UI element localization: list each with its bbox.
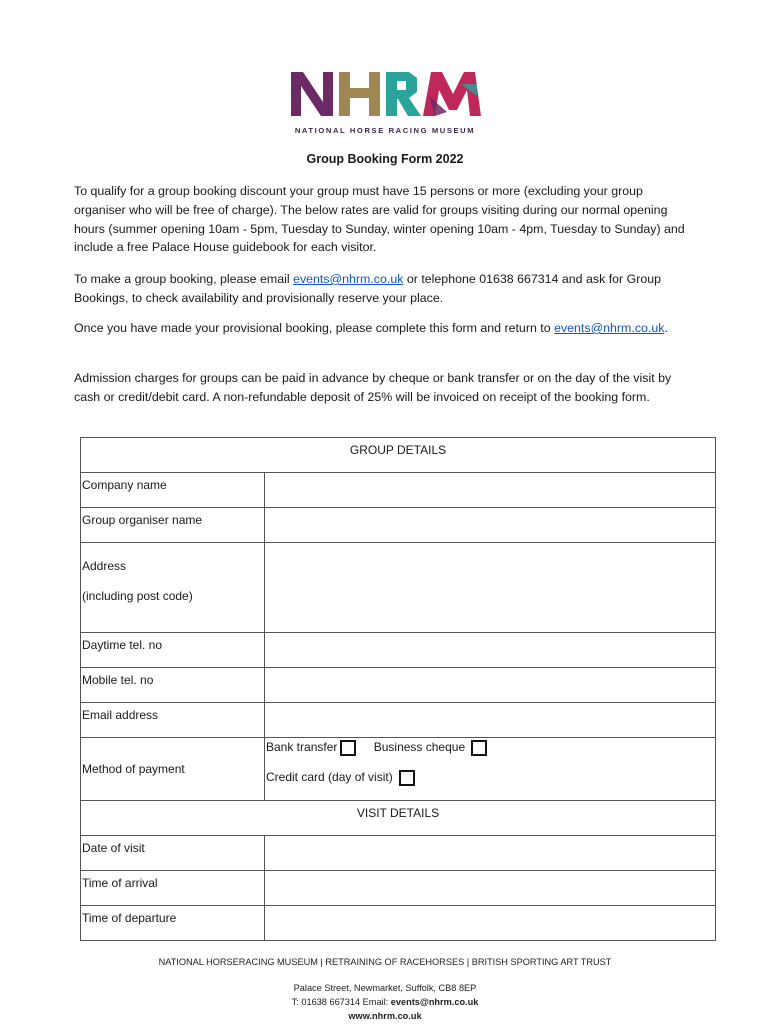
- nhrm-logo: [287, 66, 483, 140]
- daytime-tel-field[interactable]: [265, 633, 716, 668]
- mobile-tel-field[interactable]: [265, 668, 716, 703]
- return-form-text: Once you have made your provisional booking, please complete this form and return to: [74, 321, 555, 335]
- payment-method-options: [265, 738, 716, 801]
- booking-instructions-text-end: or telephone 01638 667314 and ask for Group Bookings, to check availability and provisionally reserve your place.: [74, 272, 662, 305]
- bank-transfer-checkbox[interactable]: [340, 740, 356, 756]
- email-label: Email address: [81, 703, 265, 738]
- daytime-tel-label: Daytime tel. no: [81, 633, 265, 668]
- intro-paragraph: To qualify for a group booking discount your group must have 15 persons or more (excluding your group organiser who will be free of charge). The below rates are valid for groups visiting during our normal opening hours (summer opening 10am - 5pm, Tuesday to Sunday, winter opening 10am - 4pm, Tuesday to Sunday) and include a free Palace House guidebook for each visitor.: [74, 184, 685, 255]
- booking-instructions-text: To make a group booking, please email: [74, 272, 294, 286]
- footer-website[interactable]: www.nhrm.co.uk: [348, 1011, 422, 1021]
- return-form-paragraph: [74, 319, 694, 338]
- address-label-text: Address: [82, 559, 127, 573]
- footer-contact: [0, 997, 770, 1007]
- business-cheque-checkbox[interactable]: [471, 740, 487, 756]
- footer-organisations: NATIONAL HORSERACING MUSEUM | RETRAINING OF RACEHORSES | BRITISH SPORTING ART TRUST: [158, 957, 612, 967]
- visit-details-header: VISIT DETAILS: [81, 801, 716, 836]
- time-of-departure-field[interactable]: [265, 906, 716, 941]
- return-form-text-end: .: [664, 321, 668, 335]
- payment-row-2: [266, 770, 715, 786]
- address-field[interactable]: [265, 543, 716, 633]
- page-title: Group Booking Form 2022: [306, 152, 464, 166]
- address-label: [81, 543, 265, 633]
- time-of-departure-label: Time of departure: [81, 906, 265, 941]
- return-email-link[interactable]: events@nhrm.co.uk: [554, 321, 665, 335]
- time-of-arrival-field[interactable]: [265, 871, 716, 906]
- date-of-visit-label: Date of visit: [81, 836, 265, 871]
- email-field[interactable]: [265, 703, 716, 738]
- payment-row-1: [266, 740, 715, 766]
- bank-transfer-label: Bank transfer: [266, 740, 338, 755]
- booking-form-table: [80, 437, 716, 941]
- company-name-field[interactable]: [265, 473, 716, 508]
- credit-card-label: Credit card (day of visit): [266, 770, 393, 785]
- organiser-name-field[interactable]: [265, 508, 716, 543]
- credit-card-checkbox[interactable]: [399, 770, 415, 786]
- address-note: (including post code): [82, 589, 193, 603]
- business-cheque-label: Business cheque: [373, 740, 466, 755]
- footer-email[interactable]: events@nhrm.co.uk: [390, 997, 479, 1007]
- admission-charges-paragraph: Admission charges for groups can be paid in advance by cheque or bank transfer or on the day of the visit by cash or credit/debit card. A non-refundable deposit of 25% will be invoiced on receipt of the booking form.: [74, 371, 672, 404]
- logo-caption: NATIONAL HORSE RACING MUSEUM: [294, 126, 476, 135]
- payment-method-label: Method of payment: [81, 738, 265, 801]
- date-of-visit-field[interactable]: [265, 836, 716, 871]
- booking-instructions-paragraph: [74, 270, 694, 308]
- group-details-header: GROUP DETAILS: [81, 438, 716, 473]
- nhrm-logo-mark: [287, 66, 483, 122]
- footer-address: Palace Street, Newmarket, Suffolk, CB8 8EP: [293, 983, 477, 993]
- events-email-link[interactable]: events@nhrm.co.uk: [293, 272, 404, 286]
- time-of-arrival-label: Time of arrival: [81, 871, 265, 906]
- mobile-tel-label: Mobile tel. no: [81, 668, 265, 703]
- organiser-name-label: Group organiser name: [81, 508, 265, 543]
- footer-contact-prefix: T: 01638 667314 Email:: [291, 997, 391, 1007]
- company-name-label: Company name: [81, 473, 265, 508]
